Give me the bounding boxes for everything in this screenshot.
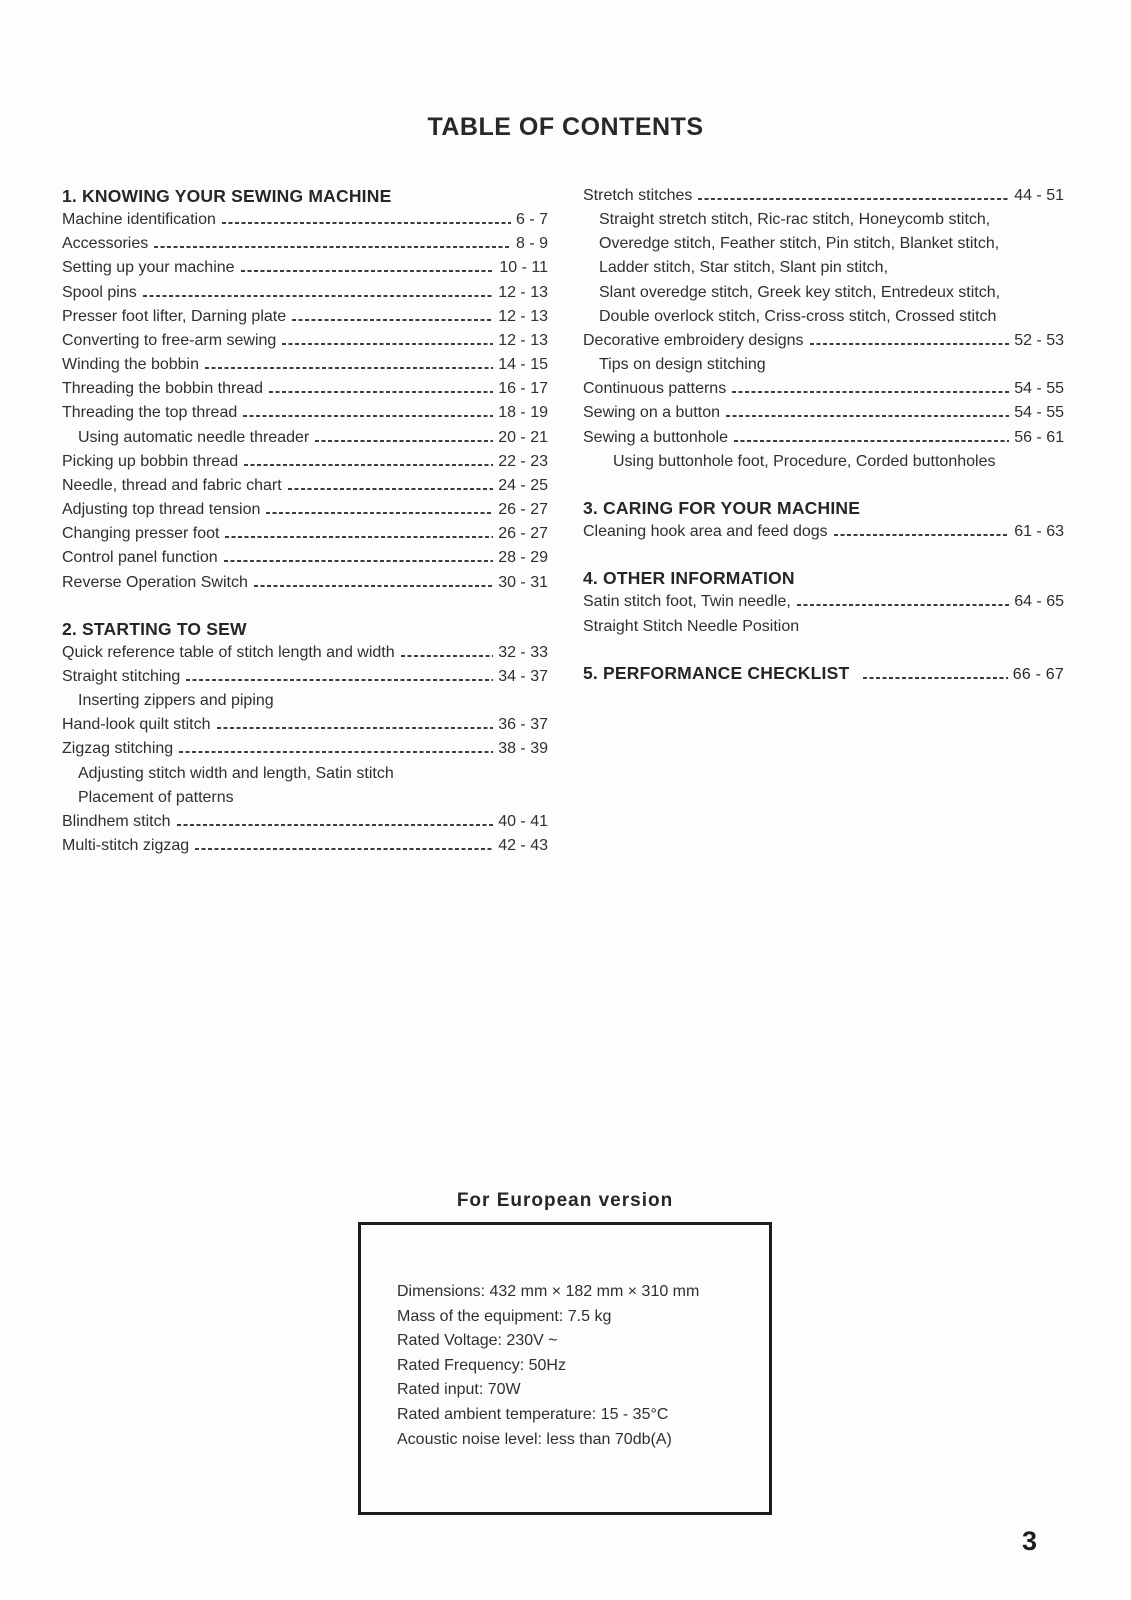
- toc-entry-label: Control panel function: [62, 549, 218, 567]
- toc-entry: [62, 737, 548, 761]
- toc-entry-label: Spool pins: [62, 283, 137, 301]
- toc-entry: [62, 834, 548, 858]
- dash-leader: [269, 391, 493, 393]
- toc-entry-label: 3. CARING FOR YOUR MACHINE: [583, 497, 861, 518]
- toc-entry-label: Winding the bobbin: [62, 356, 199, 374]
- toc-entry: [583, 590, 1064, 614]
- toc-entry-label: Using buttonhole foot, Procedure, Corded buttonholes: [613, 452, 996, 470]
- spec-line: Rated Voltage: 230V ~: [397, 1332, 558, 1350]
- dash-leader: [797, 604, 1009, 606]
- toc-entry-label: Stretch stitches: [583, 187, 693, 204]
- toc-entry-label: 5. PERFORMANCE CHECKLIST: [583, 662, 850, 683]
- page-title: TABLE OF CONTENTS: [427, 113, 704, 141]
- spec-line: Acoustic noise level: less than 70db(A): [397, 1430, 672, 1448]
- toc-entry: [583, 256, 1064, 280]
- toc-entry-label: Hand-look quilt stitch: [62, 716, 211, 734]
- spec-line: Dimensions: 432 mm × 182 mm × 310 mm: [397, 1283, 700, 1300]
- toc-entry: [62, 713, 548, 737]
- toc-entry: [583, 305, 1064, 329]
- toc-entry-pages: 30 - 31: [498, 573, 548, 591]
- toc-entry-label: Slant overedge stitch, Greek key stitch, Entredeux stitch,: [599, 283, 1001, 301]
- toc-entry-pages: 34 - 37: [498, 667, 548, 685]
- toc-entry-pages: 26 - 27: [498, 525, 548, 543]
- toc-entry: [62, 522, 548, 546]
- dash-leader: [863, 677, 1007, 679]
- toc-entry: [583, 426, 1064, 450]
- toc-right-column: [583, 184, 1064, 687]
- toc-entry-pages: 20 - 21: [498, 428, 548, 446]
- dash-leader: [225, 536, 493, 538]
- toc-entry: [62, 641, 548, 665]
- toc-entry: [62, 377, 548, 401]
- toc-entry: [62, 498, 548, 522]
- toc-entry-label: Threading the top thread: [62, 404, 238, 422]
- dash-leader: [734, 440, 1009, 442]
- dash-leader: [224, 560, 494, 562]
- spec-line: Rated Frequency: 50Hz: [397, 1356, 566, 1374]
- toc-section-heading: [62, 617, 548, 641]
- toc-entry: [62, 353, 548, 377]
- toc-entry-pages: 14 - 15: [498, 356, 548, 374]
- toc-section-heading: [583, 496, 1064, 520]
- toc-entry-pages: 12 - 13: [498, 283, 548, 301]
- dash-leader: [726, 415, 1009, 417]
- toc-entry-pages: 42 - 43: [498, 837, 548, 855]
- toc-section-heading: [583, 661, 1064, 687]
- toc-entry-label: Setting up your machine: [62, 259, 235, 277]
- dash-leader: [179, 751, 493, 753]
- dash-leader: [810, 343, 1010, 345]
- toc-entry-label: Converting to free-arm sewing: [62, 331, 277, 349]
- toc-entry: [583, 377, 1064, 401]
- dash-leader: [288, 488, 494, 490]
- toc-entry-label: 2. STARTING TO SEW: [62, 618, 247, 639]
- dash-leader: [241, 270, 495, 272]
- spec-line: Mass of the equipment: 7.5 kg: [397, 1307, 612, 1325]
- european-spec-box: [358, 1222, 772, 1515]
- dash-leader: [732, 391, 1009, 393]
- toc-entry-label: Placement of patterns: [78, 788, 234, 806]
- dash-leader: [292, 319, 493, 321]
- dash-leader: [282, 343, 493, 345]
- dash-leader: [401, 655, 494, 657]
- dash-leader: [266, 512, 493, 514]
- toc-entry: [62, 256, 548, 280]
- toc-entry: [62, 474, 548, 498]
- toc-entry-label: Adjusting stitch width and length, Satin stitch: [78, 764, 394, 782]
- dash-leader: [244, 464, 493, 466]
- toc-entry: [62, 450, 548, 474]
- toc-entry: [583, 401, 1064, 425]
- spec-line: Rated ambient temperature: 15 - 35°C: [397, 1405, 669, 1423]
- toc-entry-label: Multi-stitch zigzag: [62, 837, 190, 855]
- toc-entry-label: Threading the bobbin thread: [62, 380, 264, 398]
- toc-entry-label: Reverse Operation Switch: [62, 573, 248, 591]
- toc-entry-pages: 54 - 55: [1014, 404, 1064, 422]
- toc-entry-pages: 24 - 25: [498, 476, 548, 494]
- toc-entry-pages: 22 - 23: [498, 452, 548, 470]
- dash-leader: [217, 727, 494, 729]
- toc-entry-label: Decorative embroidery designs: [583, 331, 804, 349]
- toc-entry-pages: 12 - 13: [498, 307, 548, 325]
- toc-entry-label: Quick reference table of stitch length and width: [62, 643, 395, 661]
- toc-entry: [62, 208, 548, 232]
- dash-leader: [186, 679, 493, 681]
- toc-entry: [62, 546, 548, 570]
- toc-entry-pages: 18 - 19: [498, 404, 548, 422]
- toc-entry-pages: 16 - 17: [498, 380, 548, 398]
- toc-entry-label: Satin stitch foot, Twin needle,: [583, 593, 791, 611]
- toc-entry: [62, 232, 548, 256]
- toc-entry-label: Accessories: [62, 235, 149, 253]
- toc-section-heading: [62, 184, 548, 208]
- toc-entry-label: Continuous patterns: [583, 380, 727, 398]
- toc-entry-label: Inserting zippers and piping: [78, 692, 274, 710]
- toc-entry-pages: 66 - 67: [1012, 665, 1064, 683]
- toc-entry: [62, 689, 548, 713]
- toc-entry-label: Overedge stitch, Feather stitch, Pin stitch, Blanket stitch,: [599, 235, 1000, 253]
- toc-entry-label: Changing presser foot: [62, 525, 220, 543]
- toc-entry-pages: 64 - 65: [1014, 593, 1064, 611]
- toc-entry: [62, 305, 548, 329]
- toc-entry-label: Straight Stitch Needle Position: [583, 617, 800, 635]
- toc-entry-label: Machine identification: [62, 211, 216, 229]
- toc-entry-label: 4. OTHER INFORMATION: [583, 568, 795, 589]
- dash-leader: [834, 534, 1010, 536]
- toc-entry-pages: 32 - 33: [498, 643, 548, 661]
- spec-line: Rated input: 70W: [397, 1381, 521, 1399]
- toc-entry-pages: 12 - 13: [498, 331, 548, 349]
- dash-leader: [177, 824, 494, 826]
- dash-leader: [254, 585, 493, 587]
- toc-entry: [62, 786, 548, 810]
- toc-entry-pages: 8 - 9: [515, 235, 548, 253]
- toc-entry-label: Ladder stitch, Star stitch, Slant pin stitch,: [599, 259, 889, 277]
- toc-entry: [583, 184, 1064, 208]
- toc-entry: [62, 329, 548, 353]
- toc-entry: [583, 615, 1064, 639]
- toc-entry: [62, 665, 548, 689]
- dash-leader: [143, 295, 493, 297]
- toc-entry: [62, 281, 548, 305]
- toc-entry: [62, 401, 548, 425]
- toc-entry-label: Double overlock stitch, Criss-cross stitch, Crossed stitch: [599, 307, 997, 325]
- toc-entry-label: Needle, thread and fabric chart: [62, 476, 282, 494]
- dash-leader: [154, 246, 511, 248]
- toc-entry-label: Straight stitching: [62, 667, 181, 685]
- toc-entry-pages: 10 - 11: [499, 259, 548, 277]
- toc-entry-label: 1. KNOWING YOUR SEWING MACHINE: [62, 186, 392, 206]
- toc-entry-pages: 40 - 41: [498, 812, 548, 830]
- dash-leader: [698, 198, 1009, 200]
- toc-entry-pages: 6 - 7: [515, 211, 548, 229]
- toc-entry: [583, 353, 1064, 377]
- toc-entry-pages: 36 - 37: [498, 716, 548, 734]
- toc-entry-label: Cleaning hook area and feed dogs: [583, 523, 828, 541]
- toc-entry: [583, 208, 1064, 232]
- toc-entry-pages: 54 - 55: [1014, 380, 1064, 398]
- dash-leader: [315, 440, 493, 442]
- toc-entry-label: Straight stretch stitch, Ric-rac stitch, Honeycomb stitch,: [599, 211, 991, 229]
- toc-entry-pages: 26 - 27: [498, 501, 548, 519]
- toc-entry: [583, 329, 1064, 353]
- toc-entry-pages: 38 - 39: [498, 740, 548, 758]
- toc-entry: [583, 281, 1064, 305]
- toc-entry-label: Tips on design stitching: [599, 356, 766, 374]
- dash-leader: [195, 848, 493, 850]
- toc-entry-pages: 28 - 29: [498, 549, 548, 567]
- european-version-title: For European version: [456, 1190, 674, 1211]
- dash-leader: [222, 222, 511, 224]
- toc-entry-label: Picking up bobbin thread: [62, 452, 239, 470]
- toc-entry: [62, 426, 548, 450]
- toc-entry: [62, 762, 548, 786]
- dash-leader: [243, 415, 493, 417]
- toc-entry-label: Sewing on a button: [583, 404, 720, 422]
- toc-entry: [62, 571, 548, 595]
- toc-entry-label: Zigzag stitching: [62, 740, 174, 758]
- toc-entry-pages: 44 - 51: [1014, 187, 1064, 204]
- toc-entry: [583, 450, 1064, 474]
- toc-entry-pages: 52 - 53: [1014, 331, 1064, 349]
- page-number: 3: [1022, 1526, 1038, 1556]
- toc-entry: [62, 810, 548, 834]
- toc-entry-label: Using automatic needle threader: [78, 428, 310, 446]
- toc-entry-pages: 61 - 63: [1014, 523, 1064, 541]
- toc-entry: [583, 520, 1064, 544]
- toc-entry-label: Adjusting top thread tension: [62, 501, 261, 519]
- toc-entry: [583, 232, 1064, 256]
- toc-section-heading: [583, 566, 1064, 590]
- toc-entry-label: Sewing a buttonhole: [583, 428, 728, 446]
- toc-entry-label: Blindhem stitch: [62, 812, 171, 830]
- dash-leader: [205, 367, 493, 369]
- toc-entry-pages: 56 - 61: [1014, 428, 1064, 446]
- toc-left-column: [62, 184, 548, 858]
- toc-entry-label: Presser foot lifter, Darning plate: [62, 307, 287, 325]
